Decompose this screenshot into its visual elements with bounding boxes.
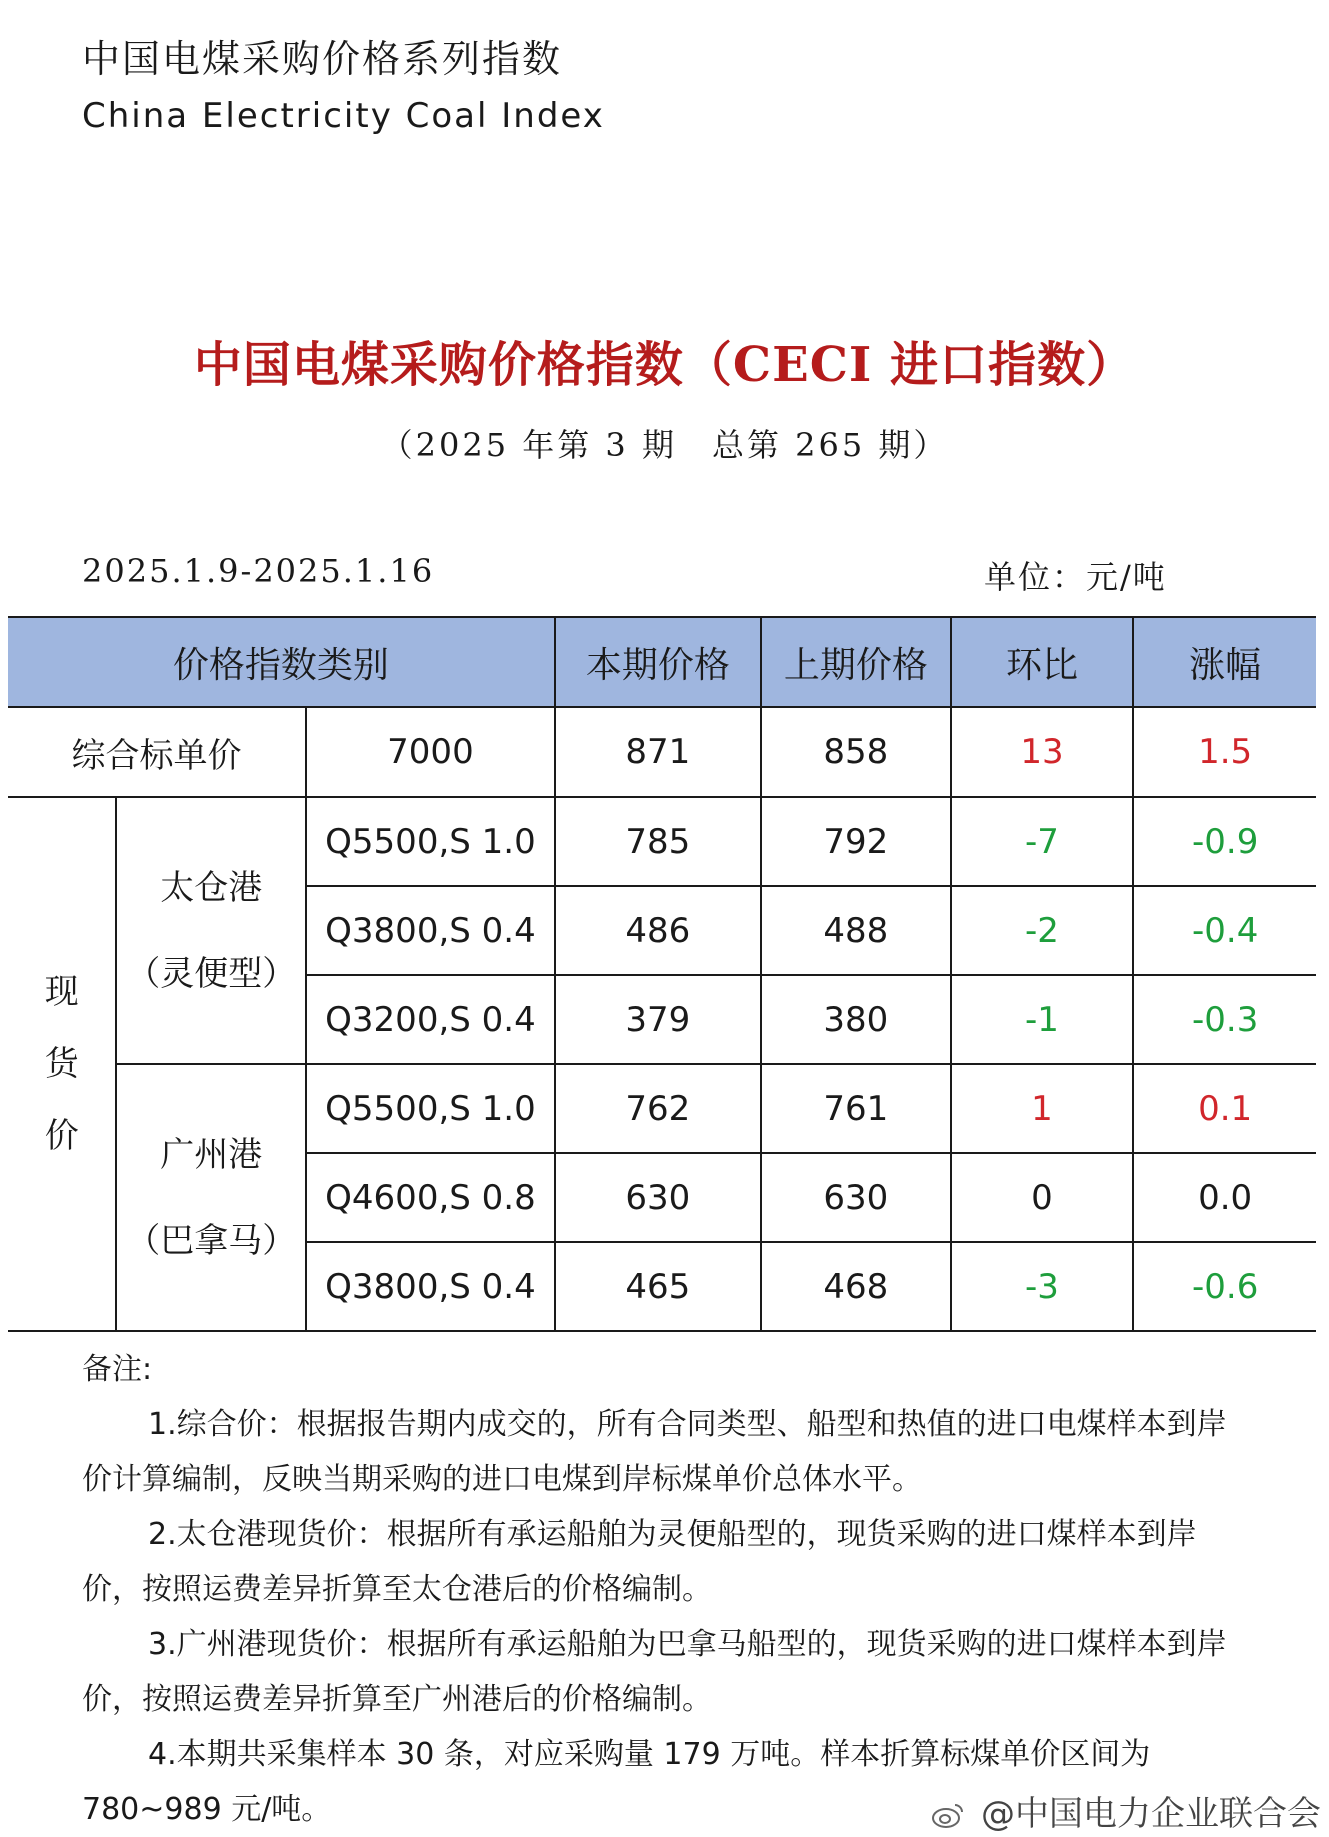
row-previous: 488	[761, 886, 951, 975]
port-name: 太仓港	[160, 867, 263, 908]
unit-label: 单位：元/吨	[984, 558, 1167, 596]
composite-pct: 1.5	[1133, 707, 1316, 797]
row-change: -7	[951, 797, 1134, 886]
note-item: 4.本期共采集样本 30 条，对应采购量 179 万吨。样本折算标煤单价区间为 780~989 元/吨。	[82, 1737, 1151, 1827]
port-ship-type: （灵便型）	[126, 953, 297, 994]
composite-previous: 858	[761, 707, 951, 797]
header-previous-price: 上期价格	[761, 617, 951, 707]
watermark	[931, 1786, 1321, 1835]
port-taicang	[116, 797, 306, 1064]
port-guangzhou	[116, 1064, 306, 1331]
port-name: 广州港	[160, 1134, 263, 1175]
header-pct: 涨幅	[1133, 617, 1316, 707]
header-change: 环比	[951, 617, 1134, 707]
table-row	[8, 1064, 1316, 1153]
table-row-composite	[8, 707, 1316, 797]
note-item: 1.综合价：根据报告期内成交的，所有合同类型、船型和热值的进口电煤样本到岸价计算编制，反映当期采购的进口电煤到岸标煤单价总体水平。	[82, 1407, 1227, 1497]
composite-spec: 7000	[306, 707, 555, 797]
row-pct: -0.6	[1133, 1242, 1316, 1331]
row-current: 379	[555, 975, 761, 1064]
row-previous: 761	[761, 1064, 951, 1153]
row-current: 465	[555, 1242, 761, 1331]
composite-label: 综合标单价	[8, 707, 306, 797]
row-pct: -0.4	[1133, 886, 1316, 975]
row-pct: 0.1	[1133, 1064, 1316, 1153]
series-title-en: China Electricity Coal Index	[82, 96, 605, 136]
header-current-price: 本期价格	[555, 617, 761, 707]
row-pct: -0.3	[1133, 975, 1316, 1064]
row-pct: -0.9	[1133, 797, 1316, 886]
row-change: -1	[951, 975, 1134, 1064]
notes-section	[82, 1342, 1252, 1837]
row-spec: Q3200,S 0.4	[306, 975, 555, 1064]
composite-change: 13	[951, 707, 1134, 797]
port-ship-type: （巴拿马）	[126, 1220, 297, 1261]
notes-heading: 备注:	[82, 1352, 153, 1387]
row-previous: 630	[761, 1153, 951, 1242]
header-category: 价格指数类别	[8, 617, 555, 707]
date-range: 2025.1.9-2025.1.16	[82, 552, 435, 590]
composite-current: 871	[555, 707, 761, 797]
row-spec: Q5500,S 1.0	[306, 1064, 555, 1153]
note-item: 3.广州港现货价：根据所有承运船舶为巴拿马船型的，现货采购的进口煤样本到岸价，按照运费差异折算至广州港后的价格编制。	[82, 1627, 1227, 1717]
row-spec: Q3800,S 0.4	[306, 886, 555, 975]
spot-label-char: 价	[44, 1116, 79, 1156]
row-spec: Q5500,S 1.0	[306, 797, 555, 886]
row-change: 1	[951, 1064, 1134, 1153]
row-current: 486	[555, 886, 761, 975]
row-previous: 792	[761, 797, 951, 886]
row-pct: 0.0	[1133, 1153, 1316, 1242]
weibo-icon	[931, 1798, 975, 1833]
report-title: 中国电煤采购价格指数（CECI 进口指数）	[193, 337, 1136, 393]
row-current: 762	[555, 1064, 761, 1153]
watermark-handle: @中国电力企业联合会	[981, 1794, 1321, 1834]
table-row	[8, 797, 1316, 886]
row-change: 0	[951, 1153, 1134, 1242]
row-change: -2	[951, 886, 1134, 975]
spot-label-char: 货	[44, 1044, 79, 1084]
row-current: 630	[555, 1153, 761, 1242]
row-previous: 380	[761, 975, 951, 1064]
row-spec: Q3800,S 0.4	[306, 1242, 555, 1331]
row-current: 785	[555, 797, 761, 886]
row-previous: 468	[761, 1242, 951, 1331]
row-spec: Q4600,S 0.8	[306, 1153, 555, 1242]
series-title-cn: 中国电煤采购价格系列指数	[82, 37, 563, 81]
note-item: 2.太仓港现货价：根据所有承运船舶为灵便船型的，现货采购的进口煤样本到岸价，按照运费差异折算至太仓港后的价格编制。	[82, 1517, 1197, 1607]
spot-price-label	[8, 797, 116, 1331]
issue-number: （2025 年第 3 期 总第 265 期）	[380, 426, 949, 464]
price-index-table	[8, 616, 1316, 1332]
spot-label-char: 现	[44, 972, 79, 1012]
row-change: -3	[951, 1242, 1134, 1331]
table-header-row	[8, 617, 1316, 707]
